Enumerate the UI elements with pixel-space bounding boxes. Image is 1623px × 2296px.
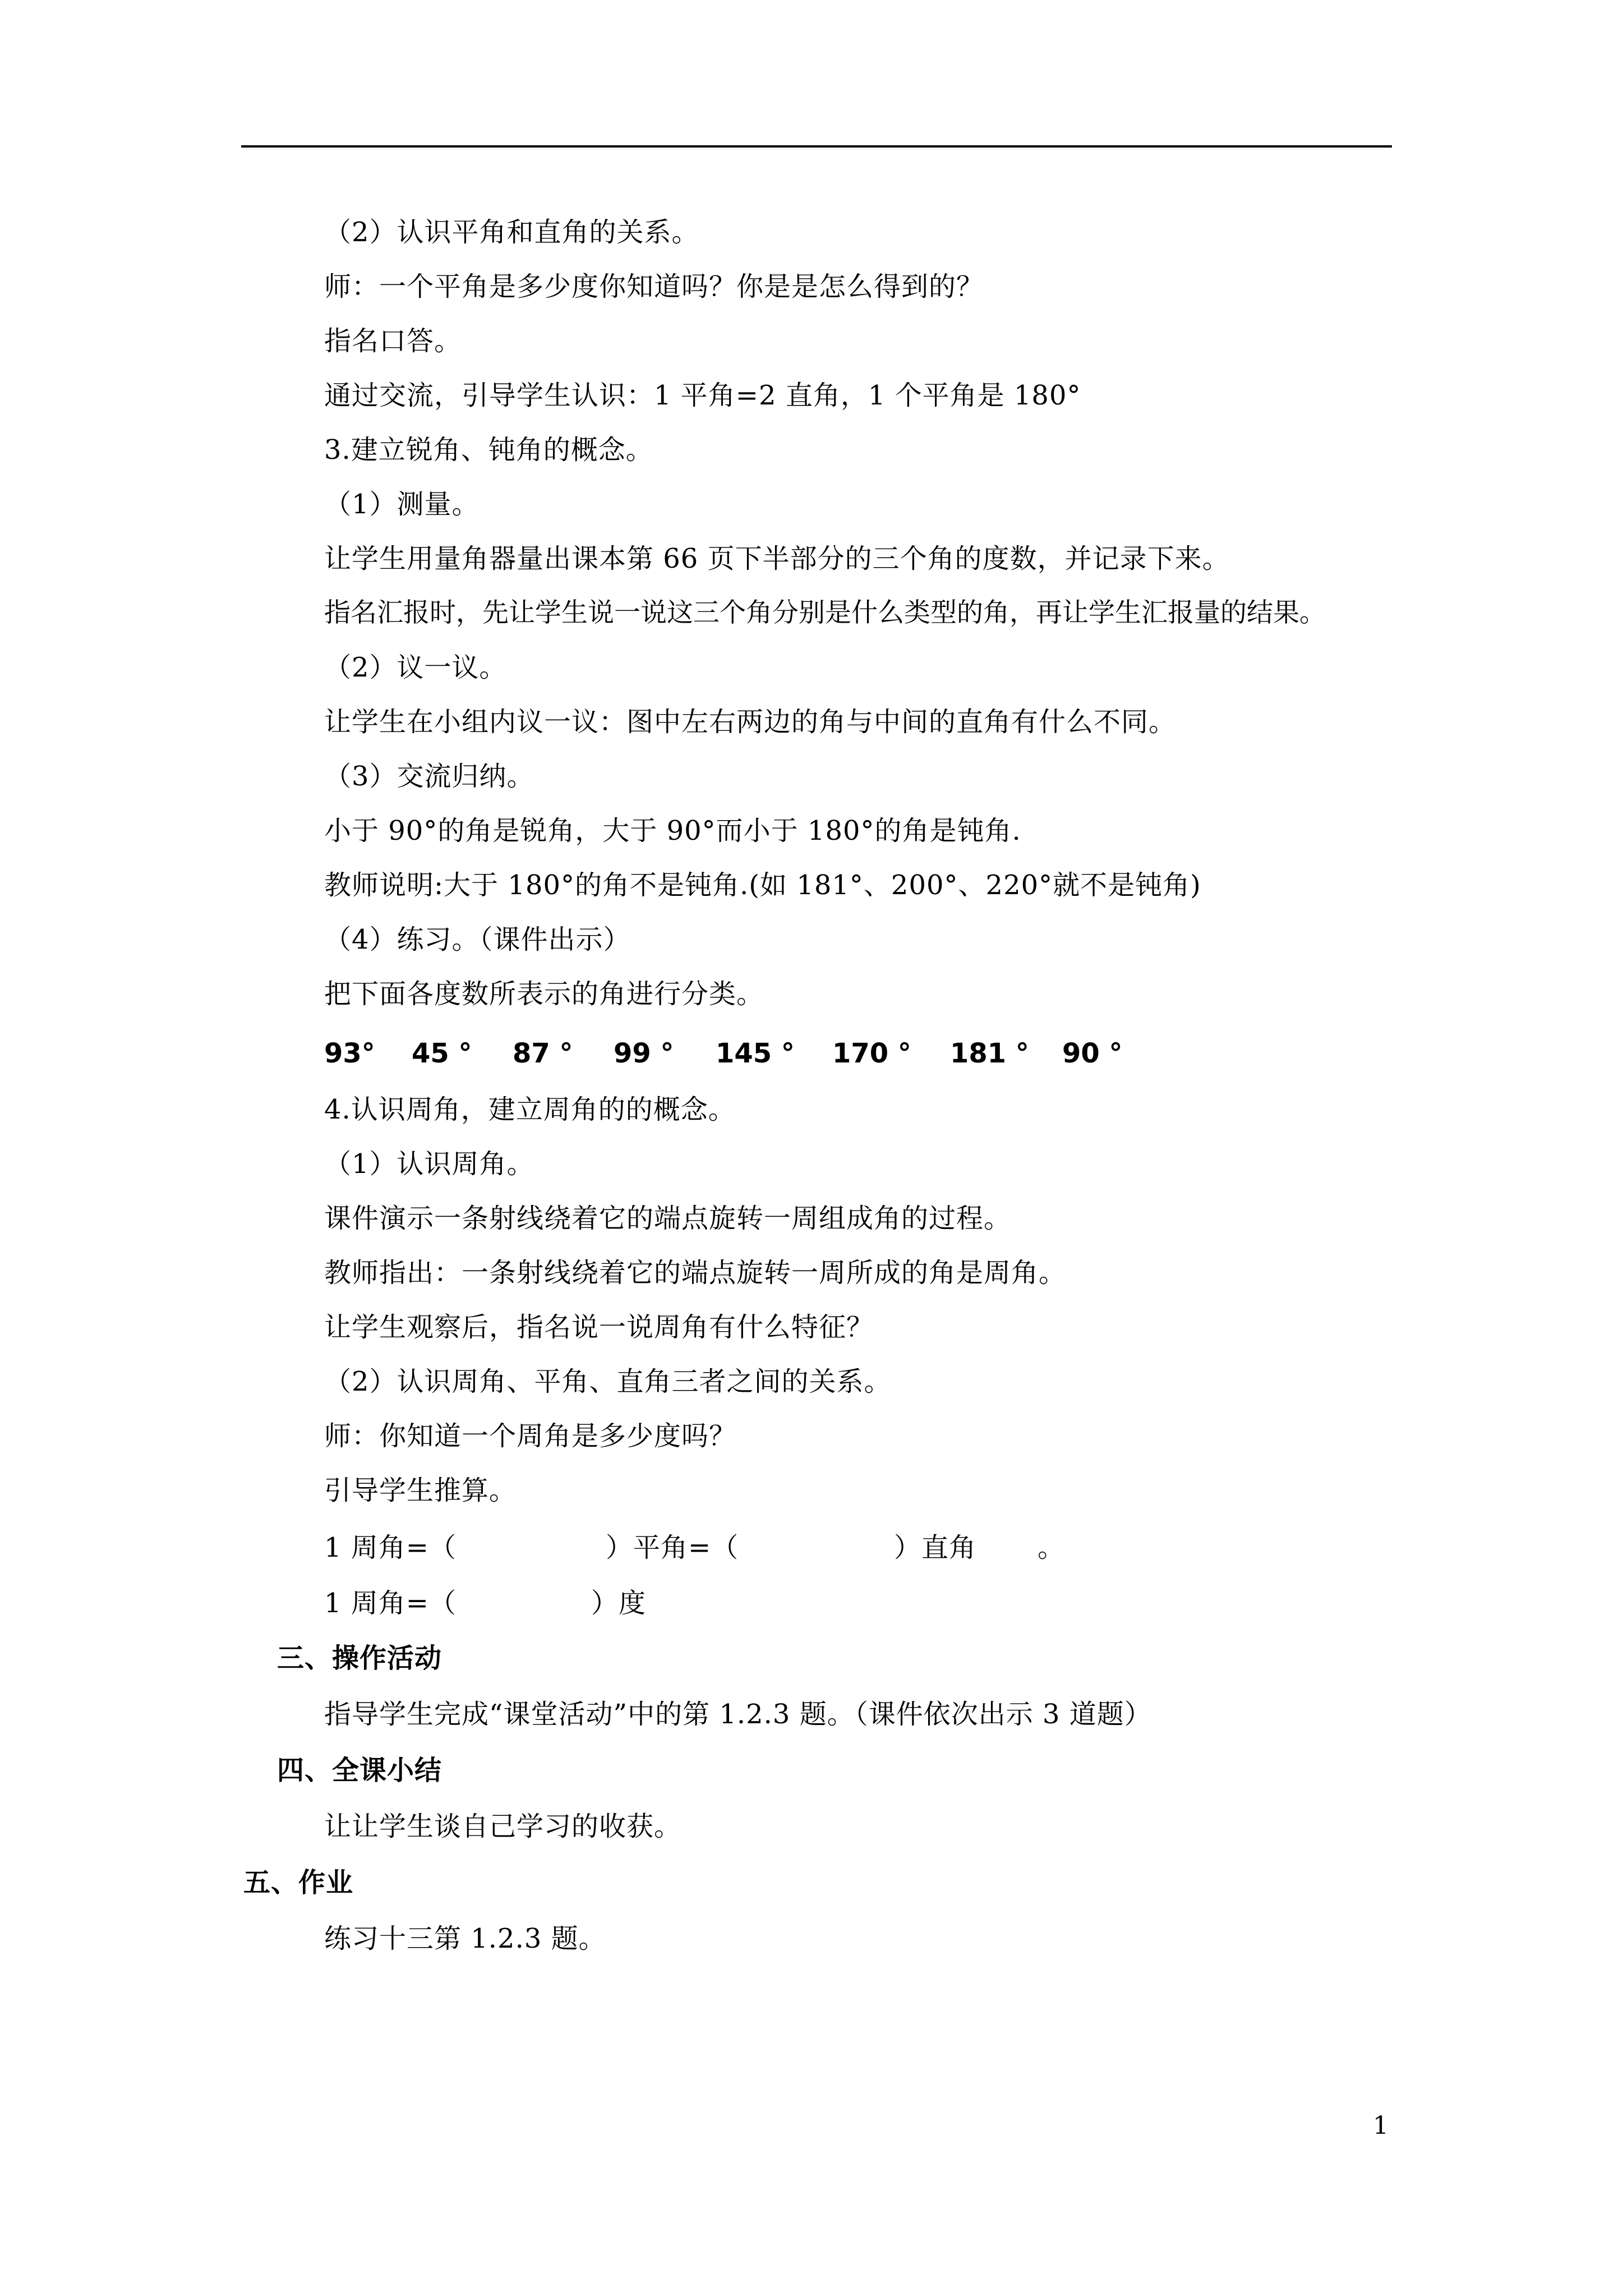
- line-6: （1）测量。: [324, 489, 479, 520]
- line-19: 教师指出：一条射线绕着它的端点旋转一周所成的角是周角。: [324, 1257, 1067, 1289]
- line-3: 指名口答。: [324, 325, 462, 357]
- formula-2-part-b: ）度: [591, 1588, 647, 1619]
- line-23: 引导学生推算。: [324, 1475, 517, 1506]
- line-9: （2）议一议。: [324, 652, 507, 683]
- formula-1-part-d: 。: [1038, 1532, 1066, 1563]
- section-4-text: 让让学生谈自己学习的收获。: [324, 1811, 682, 1842]
- formula-1-part-c: ）直角: [894, 1532, 977, 1563]
- formula-1-part-b: ）平角=（: [606, 1532, 739, 1563]
- line-20: 让学生观察后，指名说一说周角有什么特征？: [324, 1312, 874, 1343]
- line-11: （3）交流归纳。: [324, 761, 534, 792]
- header-rule: [241, 145, 1392, 148]
- line-16: 4.认识周角，建立周角的的概念。: [324, 1094, 736, 1125]
- section-5-heading: 五、作业: [243, 1867, 354, 1898]
- degree-value: 87 °: [513, 1038, 573, 1069]
- degree-value: 170 °: [832, 1038, 911, 1069]
- line-1: （2）认识平角和直角的关系。: [324, 217, 699, 248]
- line-4: 通过交流，引导学生认识：1 平角=2 直角，1 个平角是 180°: [324, 380, 1081, 411]
- degree-value: 181 °: [950, 1038, 1029, 1069]
- line-17: （1）认识周角。: [324, 1148, 534, 1180]
- degree-value: 99 °: [614, 1038, 674, 1069]
- line-13: 教师说明:大于 180°的角不是钝角.(如 181°、200°、220°就不是钝角): [324, 869, 1201, 901]
- line-2: 师：一个平角是多少度你知道吗？你是是怎么得到的？: [324, 271, 984, 302]
- line-5: 3.建立锐角、钝角的概念。: [324, 434, 653, 466]
- section-4-heading: 四、全课小结: [277, 1755, 442, 1786]
- degree-value: 90 °: [1062, 1038, 1123, 1069]
- line-22: 师：你知道一个周角是多少度吗？: [324, 1420, 737, 1452]
- line-8: 指名汇报时，先让学生说一说这三个角分别是什么类型的角，再让学生汇报量的结果。: [324, 597, 1326, 628]
- section-3-text: 指导学生完成“课堂活动”中的第 1.2.3 题。（课件依次出示 3 道题）: [324, 1699, 1152, 1730]
- formula-1-part-a: 1 周角=（: [324, 1532, 457, 1563]
- degree-value: 93°: [324, 1038, 375, 1069]
- degree-value: 45 °: [412, 1038, 472, 1069]
- line-18: 课件演示一条射线绕着它的端点旋转一周组成角的过程。: [324, 1203, 1012, 1234]
- section-5-text: 练习十三第 1.2.3 题。: [324, 1923, 606, 1954]
- line-7: 让学生用量角器量出课本第 66 页下半部分的三个角的度数，并记录下来。: [324, 543, 1230, 574]
- line-14: （4）练习。（课件出示）: [324, 924, 631, 955]
- formula-2-part-a: 1 周角=（: [324, 1588, 457, 1619]
- page-number: 1: [1373, 2111, 1389, 2140]
- line-12: 小于 90°的角是锐角，大于 90°而小于 180°的角是钝角.: [324, 815, 1021, 846]
- degree-value: 145 °: [716, 1038, 795, 1069]
- line-21: （2）认识周角、平角、直角三者之间的关系。: [324, 1366, 892, 1397]
- line-15: 把下面各度数所表示的角进行分类。: [324, 978, 764, 1010]
- section-3-heading: 三、操作活动: [277, 1642, 442, 1674]
- line-10: 让学生在小组内议一议：图中左右两边的角与中间的直角有什么不同。: [324, 706, 1177, 738]
